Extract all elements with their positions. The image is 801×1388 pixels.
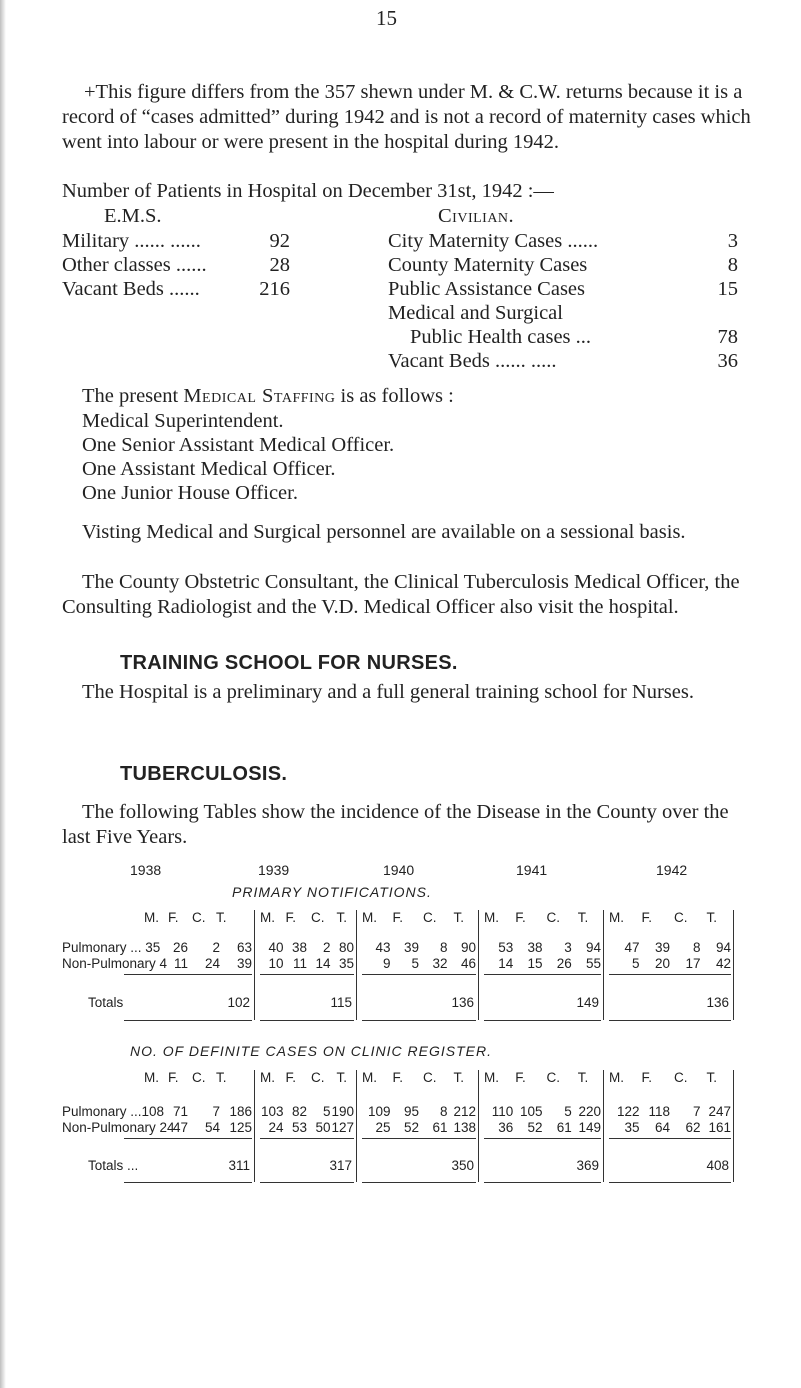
data-cell: 80 <box>338 940 354 955</box>
data-cell: 39 <box>654 940 670 955</box>
total-cell: 369 <box>576 1158 599 1173</box>
year-label: 1939 <box>258 862 290 878</box>
row-label: Non-Pulmonary 4 <box>62 956 168 971</box>
data-cell: 64 <box>654 1120 670 1135</box>
data-cell: 61 <box>556 1120 572 1135</box>
table-caption: NO. OF DEFINITE CASES ON CLINIC REGISTER. <box>130 1043 493 1059</box>
civilian-title: Civilian. <box>438 205 515 227</box>
staffing-item: Medical Superintendent. <box>82 410 284 432</box>
year-label: 1941 <box>516 862 548 878</box>
total-underline <box>484 1182 601 1183</box>
column-header: C. <box>423 1070 437 1085</box>
data-cell: 71 <box>172 1104 188 1119</box>
column-header: M. <box>362 910 377 925</box>
sum-line <box>124 974 252 975</box>
column-header: M. <box>144 910 159 925</box>
staffing-intro-post: is as follows : <box>335 385 454 407</box>
column-header: M. <box>484 1070 499 1085</box>
staffing-intro-pre: The present <box>82 385 184 407</box>
ems-row-label: Other classes ...... <box>62 254 207 276</box>
civilian-row-value: 15 <box>717 278 738 300</box>
column-header: T. <box>577 1070 589 1085</box>
data-cell: 125 <box>229 1120 252 1135</box>
data-cell: 8 <box>439 940 448 955</box>
data-cell: 24 <box>204 956 220 971</box>
data-cell: 5 <box>322 1104 331 1119</box>
sum-line <box>362 974 476 975</box>
civilian-row-label: Vacant Beds ...... ..... <box>388 350 557 372</box>
civilian-row-label: City Maternity Cases ...... <box>388 230 599 252</box>
civilian-row-label: County Maternity Cases <box>388 254 588 276</box>
data-cell: 11 <box>292 956 307 971</box>
total-underline <box>609 1020 731 1021</box>
ems-row-value: 92 <box>269 230 290 252</box>
data-cell: 52 <box>527 1120 543 1135</box>
data-cell: 149 <box>578 1120 601 1135</box>
data-cell: 2 <box>322 940 331 955</box>
sum-line <box>609 974 731 975</box>
data-cell: 32 <box>432 956 448 971</box>
column-header: T. <box>216 910 227 925</box>
data-cell: 7 <box>692 1104 701 1119</box>
sum-line <box>362 1138 476 1139</box>
column-header: F. <box>168 910 179 925</box>
group-divider <box>478 910 479 1020</box>
data-cell: 63 <box>236 940 252 955</box>
sum-line <box>484 974 601 975</box>
total-cell: 136 <box>451 995 474 1010</box>
data-cell: 39 <box>236 956 252 971</box>
data-cell: 20 <box>654 956 670 971</box>
column-header: C. <box>311 1070 325 1085</box>
column-header: C. <box>674 910 688 925</box>
data-cell: 47 <box>172 1120 188 1135</box>
data-cell: 190 <box>331 1104 354 1119</box>
data-cell: 118 <box>648 1104 670 1119</box>
column-header: M. <box>484 910 499 925</box>
column-header: F. <box>392 910 404 925</box>
data-cell: 11 <box>173 956 188 971</box>
total-underline <box>260 1182 354 1183</box>
group-divider <box>603 1070 604 1182</box>
data-cell: 47 <box>624 940 640 955</box>
sum-line <box>260 974 354 975</box>
staffing-intro-smallcaps: Medical Staffing <box>183 385 336 407</box>
data-cell: 7 <box>212 1104 220 1119</box>
ems-row-label: Military ...... ...... <box>62 230 201 252</box>
page-number: 15 <box>376 6 397 30</box>
data-cell: 94 <box>585 940 601 955</box>
sum-line <box>609 1138 731 1139</box>
staffing-item: One Junior House Officer. <box>82 482 298 504</box>
group-divider <box>356 1070 357 1182</box>
ems-row-value: 216 <box>259 278 290 300</box>
column-header: F. <box>392 1070 404 1085</box>
data-cell: 40 <box>268 940 284 955</box>
data-cell: 212 <box>453 1104 476 1119</box>
year-label: 1940 <box>383 862 415 878</box>
training-paragraph: The Hospital is a preliminary and a full general training school for Nurses. <box>82 681 694 703</box>
data-cell: 62 <box>685 1120 701 1135</box>
column-header: M. <box>260 910 275 925</box>
data-cell: 9 <box>382 956 391 971</box>
data-cell: 36 <box>498 1120 514 1135</box>
total-underline <box>260 1020 354 1021</box>
staffing-item: One Assistant Medical Officer. <box>82 458 336 480</box>
data-cell: 2 <box>212 940 220 955</box>
column-header: C. <box>192 910 206 925</box>
data-cell: 52 <box>403 1120 419 1135</box>
data-cell: 5 <box>631 956 640 971</box>
column-header: T. <box>336 1070 348 1085</box>
data-cell: 103 <box>260 1104 284 1119</box>
civilian-row-value: 78 <box>717 326 738 348</box>
data-cell: 26 <box>556 956 572 971</box>
civilian-row-label: Public Health cases ... <box>410 326 592 348</box>
group-divider <box>733 910 734 1020</box>
column-header: M. <box>609 910 624 925</box>
data-cell: 5 <box>564 1104 572 1119</box>
data-cell: 17 <box>685 956 701 971</box>
ems-title: E.M.S. <box>104 205 162 227</box>
visiting-paragraph: Visting Medical and Surgical personnel are available on a sessional basis. <box>82 521 686 543</box>
total-underline <box>124 1182 252 1183</box>
column-header: F. <box>515 910 526 925</box>
total-cell: 136 <box>706 995 729 1010</box>
civilian-row-label: Medical and Surgical <box>388 302 563 324</box>
column-header: M. <box>260 1070 275 1085</box>
column-header: T. <box>453 910 465 925</box>
group-divider <box>733 1070 734 1182</box>
data-cell: 10 <box>268 956 284 971</box>
data-cell: 8 <box>439 1104 448 1119</box>
group-divider <box>603 910 604 1020</box>
civilian-row-value: 36 <box>717 350 738 372</box>
tuberculosis-heading: TUBERCULOSIS. <box>120 763 288 785</box>
data-cell: 220 <box>578 1104 601 1119</box>
column-header: C. <box>311 910 325 925</box>
column-header: F. <box>641 1070 653 1085</box>
data-cell: 24 <box>268 1120 284 1135</box>
data-cell: 25 <box>375 1120 391 1135</box>
data-cell: 38 <box>527 940 543 955</box>
column-header: F. <box>168 1070 179 1085</box>
sum-line <box>260 1138 354 1139</box>
page-edge-shadow <box>0 0 6 1388</box>
total-underline <box>362 1182 476 1183</box>
group-divider <box>356 910 357 1020</box>
data-cell: 15 <box>527 956 543 971</box>
civilian-row-value: 3 <box>727 230 738 252</box>
column-header: F. <box>285 910 297 925</box>
column-header: C. <box>546 910 560 925</box>
column-header: M. <box>609 1070 624 1085</box>
data-cell: 122 <box>616 1104 640 1119</box>
column-header: F. <box>515 1070 526 1085</box>
column-header: C. <box>674 1070 688 1085</box>
column-header: C. <box>423 910 437 925</box>
data-cell: 53 <box>498 940 514 955</box>
data-cell: 161 <box>708 1120 731 1135</box>
consultants-paragraph: The County Obstetric Consultant, the Clinical Tuberculosis Medical Officer, the Consulting Radiologist and the V.D. Medical Officer also visit the hospital. <box>62 571 740 618</box>
data-cell: 90 <box>460 940 476 955</box>
column-header: T. <box>453 1070 465 1085</box>
row-label: Pulmonary ...108 <box>62 1104 165 1119</box>
data-cell: 50 <box>315 1120 331 1135</box>
data-cell: 14 <box>498 956 514 971</box>
row-label: Pulmonary ... 35 <box>62 940 161 955</box>
data-cell: 26 <box>172 940 188 955</box>
staffing-intro <box>82 385 454 408</box>
data-cell: 46 <box>460 956 476 971</box>
column-header: M. <box>362 1070 377 1085</box>
data-cell: 109 <box>367 1104 391 1119</box>
data-cell: 5 <box>411 956 419 971</box>
totals-label: Totals ... <box>88 1158 139 1173</box>
total-underline <box>609 1182 731 1183</box>
civilian-row-label: Public Assistance Cases <box>388 278 586 300</box>
intro-footnote: +This figure differs from the 357 shewn under M. & C.W. returns because it is a record of “cases admitted” during 1942 and is not a record of maternity cases which went into labour or were present in the hospital during 1942. <box>62 81 751 153</box>
data-cell: 110 <box>491 1104 514 1119</box>
total-cell: 115 <box>330 995 352 1010</box>
data-cell: 186 <box>229 1104 252 1119</box>
total-cell: 311 <box>228 1158 250 1173</box>
sum-line <box>484 1138 601 1139</box>
total-cell: 408 <box>706 1158 729 1173</box>
year-label: 1942 <box>656 862 688 878</box>
ems-row-value: 28 <box>269 254 290 276</box>
ems-row-label: Vacant Beds ...... <box>62 278 200 300</box>
data-cell: 35 <box>624 1120 640 1135</box>
sum-line <box>124 1138 252 1139</box>
tuberculosis-paragraph: The following Tables show the incidence of the Disease in the County over the last Five Years. <box>62 801 729 848</box>
data-cell: 3 <box>564 940 572 955</box>
totals-label: Totals <box>88 995 124 1010</box>
column-header: C. <box>546 1070 560 1085</box>
column-header: F. <box>641 910 653 925</box>
data-cell: 54 <box>204 1120 220 1135</box>
data-cell: 55 <box>585 956 601 971</box>
total-underline <box>362 1020 476 1021</box>
data-cell: 8 <box>692 940 701 955</box>
table-caption: PRIMARY NOTIFICATIONS. <box>232 884 432 900</box>
data-cell: 105 <box>519 1104 543 1119</box>
data-cell: 138 <box>453 1120 476 1135</box>
column-header: M. <box>144 1070 159 1085</box>
column-header: F. <box>285 1070 297 1085</box>
data-cell: 14 <box>315 956 331 971</box>
data-cell: 94 <box>715 940 731 955</box>
column-header: C. <box>192 1070 206 1085</box>
data-cell: 95 <box>403 1104 419 1119</box>
data-cell: 39 <box>403 940 419 955</box>
data-cell: 53 <box>291 1120 307 1135</box>
patients-heading: Number of Patients in Hospital on December 31st, 1942 :— <box>62 180 554 202</box>
total-cell: 350 <box>451 1158 474 1173</box>
data-cell: 38 <box>291 940 307 955</box>
year-label: 1938 <box>130 862 162 878</box>
group-divider <box>478 1070 479 1182</box>
row-label: Non-Pulmonary 24 <box>62 1120 175 1135</box>
total-underline <box>484 1020 601 1021</box>
staffing-item: One Senior Assistant Medical Officer. <box>82 434 395 456</box>
column-header: T. <box>577 910 589 925</box>
column-header: T. <box>706 910 718 925</box>
column-header: T. <box>706 1070 718 1085</box>
column-header: T. <box>336 910 348 925</box>
total-underline <box>124 1020 252 1021</box>
total-cell: 317 <box>329 1158 352 1173</box>
data-cell: 247 <box>708 1104 731 1119</box>
data-cell: 127 <box>331 1120 354 1135</box>
column-header: T. <box>216 1070 227 1085</box>
data-cell: 61 <box>432 1120 448 1135</box>
data-cell: 82 <box>291 1104 307 1119</box>
total-cell: 102 <box>227 995 250 1010</box>
data-cell: 43 <box>375 940 391 955</box>
total-cell: 149 <box>576 995 599 1010</box>
civilian-row-value: 8 <box>727 254 738 276</box>
data-cell: 42 <box>715 956 731 971</box>
training-heading: TRAINING SCHOOL FOR NURSES. <box>120 652 458 674</box>
data-cell: 35 <box>338 956 354 971</box>
